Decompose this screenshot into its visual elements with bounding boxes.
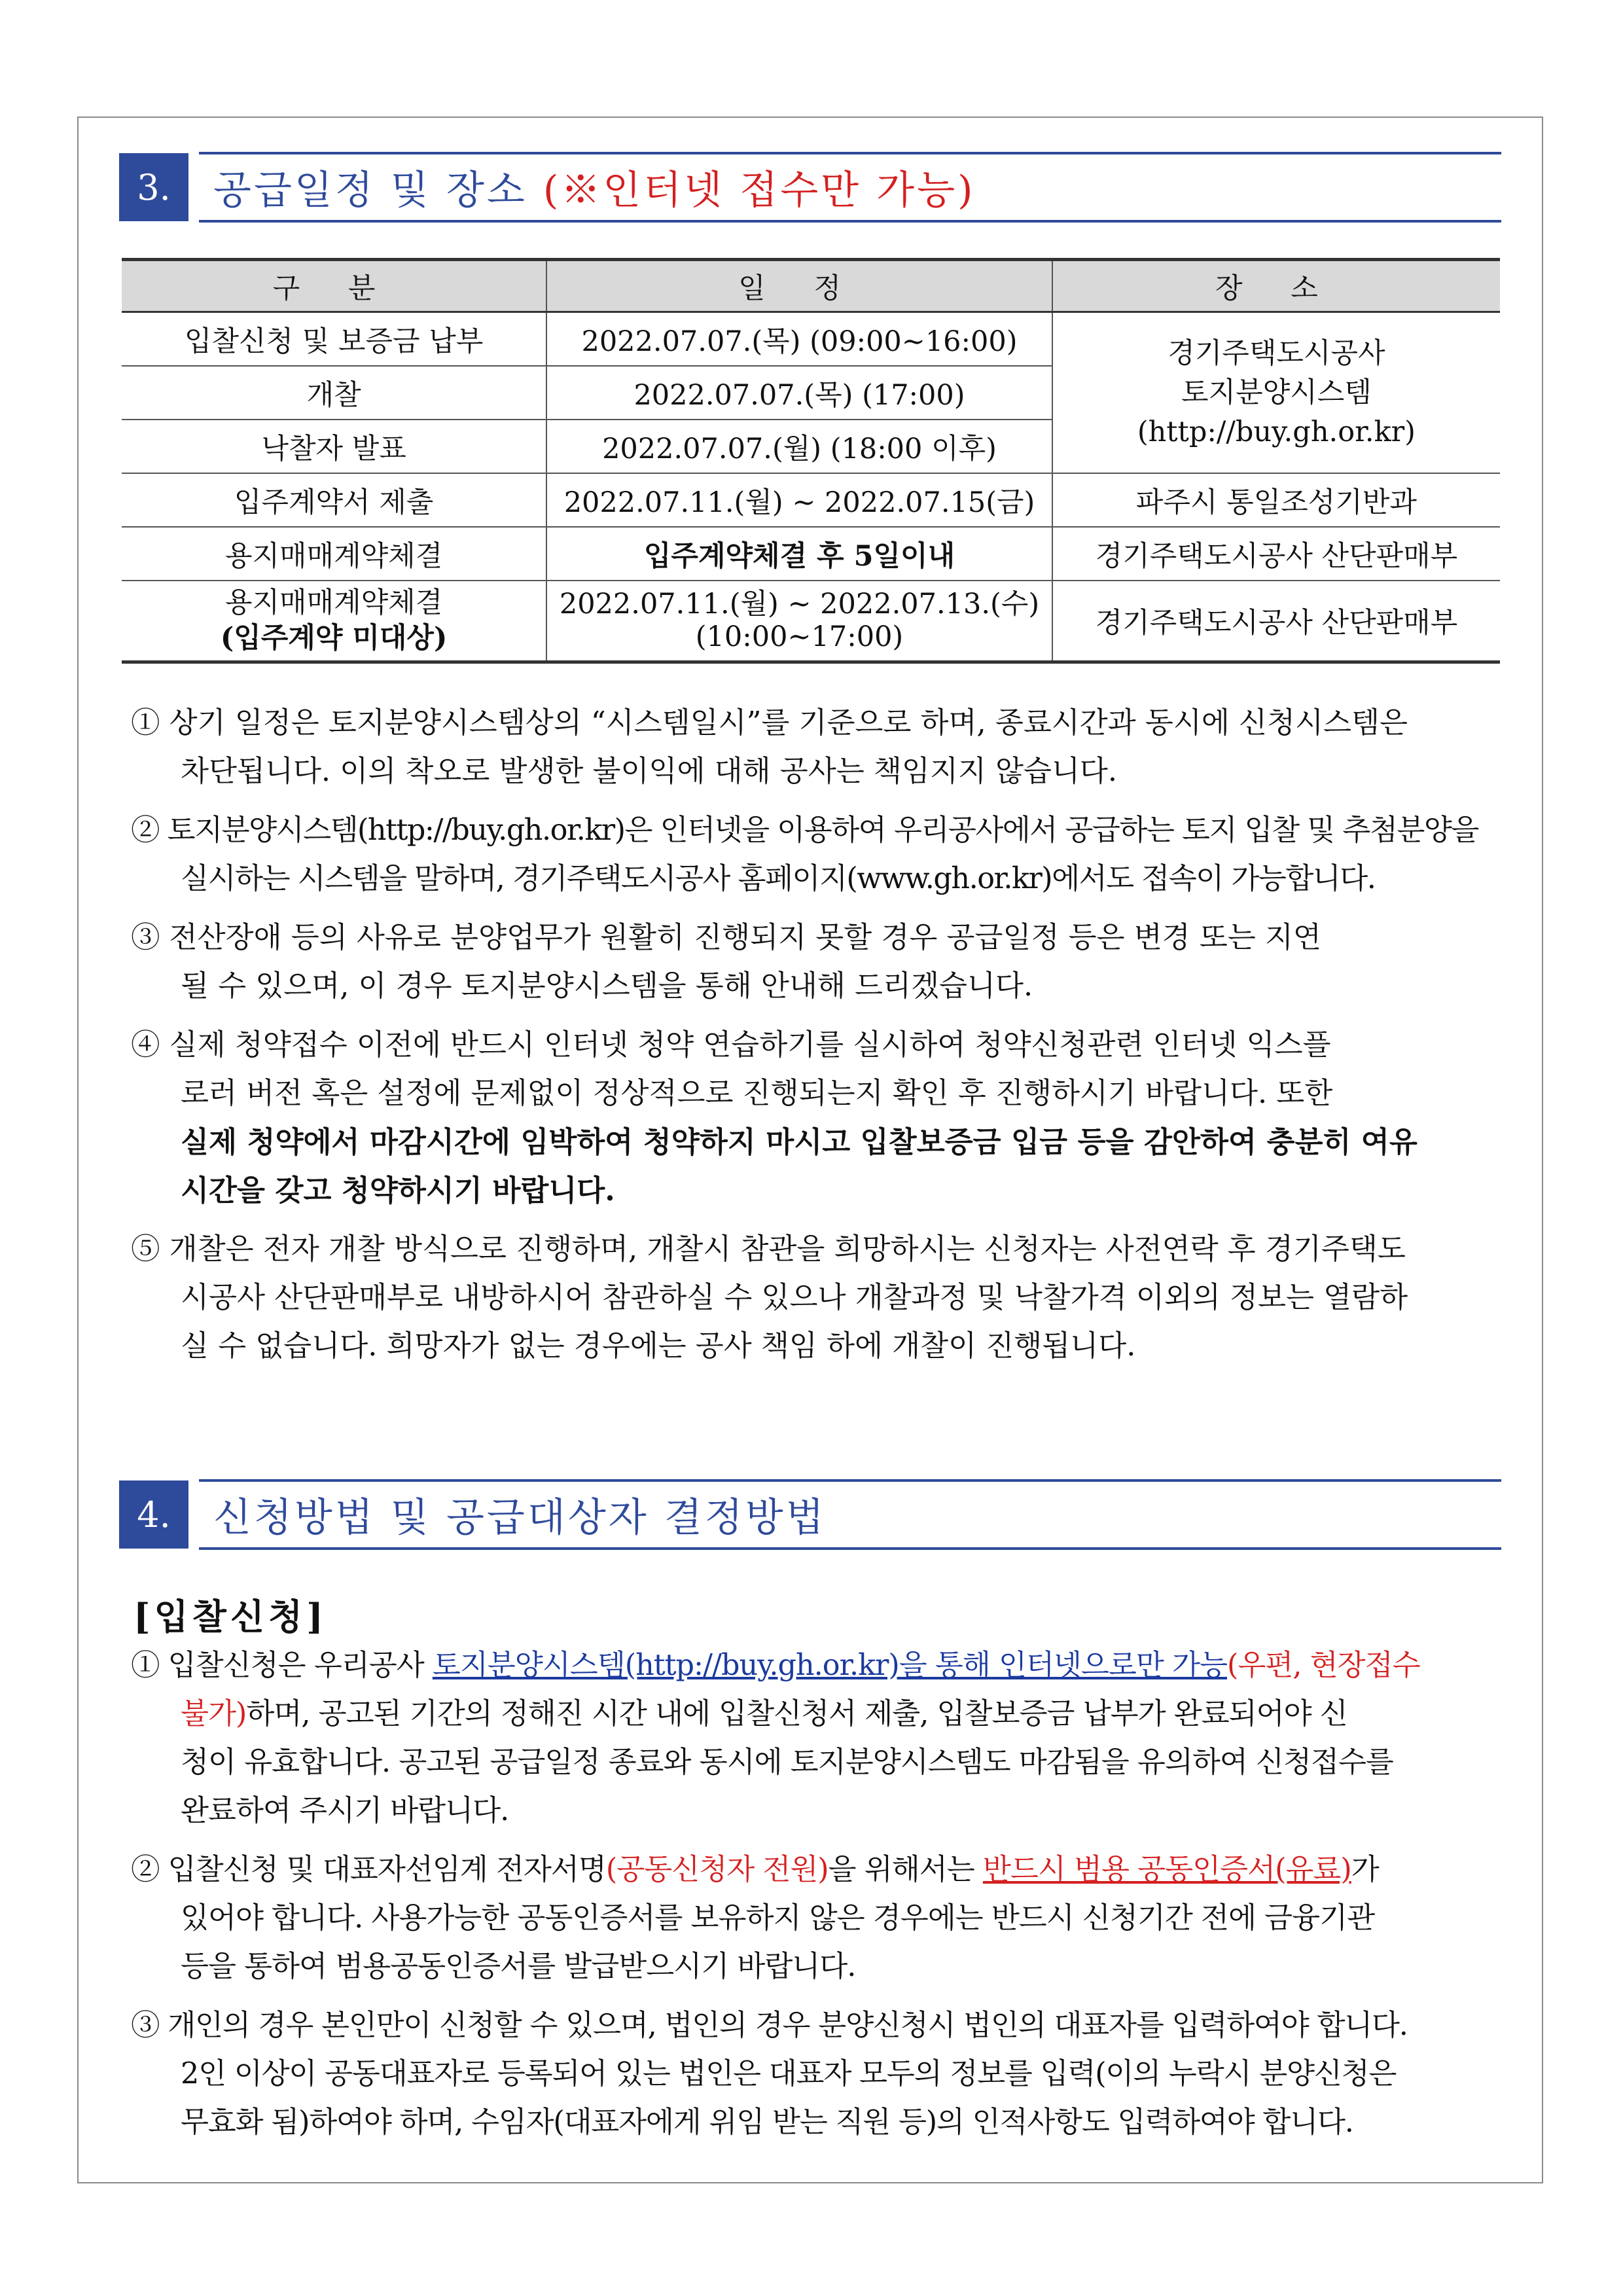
item-1-text: 하며, 공고된 기간의 정해진 시간 내에 입찰신청서 제출, 입찰보증금 납부가 완료되어야 신 [246,1697,1347,1731]
section-4-title-text: 신청방법 및 공급대상자 결정방법 [213,1495,827,1541]
item-line: 있어야 합니다. 사용가능한 공동인증서를 보유하지 않은 경우에는 반드시 신청기간 전에 금융기관 [181,1901,1375,1935]
cell-date-line: (10:00∼17:00) [695,620,904,654]
note-line: ④ 실제 청약접수 이전에 반드시 인터넷 청약 연습하기를 실시하여 청약신청관련 인터넷 익스플 [131,1028,1331,1062]
note-line: 시공사 산단판매부로 내방하시어 참관하실 수 있으나 개찰과정 및 낙찰가격 이외의 정보는 열람하 [181,1281,1408,1314]
note-line: ② 토지분양시스템(http://buy.gh.or.kr)은 인터넷을 이용하여 우리공사에서 공급하는 토지 입찰 및 추첨분양을 [131,814,1478,847]
col-header-category: 구 분 [122,260,546,312]
table-row [122,581,1500,662]
section-3-title-note: (※인터넷 접수만 가능) [543,168,976,213]
section-3-title-text: 공급일정 및 장소 [213,168,527,213]
section-4-number: 4. [119,1480,188,1549]
cell-item: 개찰 [122,366,546,420]
item-2-suffix: 가 [1351,1853,1379,1886]
note-line: 될 수 있으며, 이 경우 토지분양시스템을 통해 안내해 드리겠습니다. [181,969,1033,1003]
section-3-title [213,153,976,221]
item-line: 청이 유효합니다. 공고된 공급일정 종료와 동시에 토지분양시스템도 마감됨을 유의하여 신청접수를 [181,1746,1393,1779]
item-2-required-cert: 반드시 범용 공동인증서(유료) [982,1853,1351,1886]
table-row [122,527,1500,581]
cell-place: 파주시 통일조성기반과 [1052,473,1500,527]
item-line: 등을 통하여 범용공동인증서를 발급받으시기 바랍니다. [181,1950,856,1983]
note-2 [131,806,1501,903]
item-1-red-note: (우편, 현장접수 [1227,1649,1420,1682]
note-4 [131,1021,1501,1215]
cell-date: 입주계약체결 후 5일이내 [546,527,1052,581]
cell-item [122,581,546,662]
note-3 [131,914,1501,1011]
item-1 [131,1641,1501,1835]
cell-date: 2022.07.07.(월) (18:00 이후) [546,420,1052,473]
item-line: 2인 이상이 공동대표자로 등록되어 있는 법인은 대표자 모두의 정보를 입력(이의 누락시 분양신청은 [181,2057,1397,2090]
note-line: ⑤ 개찰은 전자 개찰 방식으로 진행하며, 개찰시 참관을 희망하시는 신청자는 사전연락 후 경기주택도 [131,1232,1406,1266]
cell-place: 경기주택도시공사 산단판매부 [1052,581,1500,662]
section-4-title [213,1480,827,1549]
section-4-header [119,1480,1501,1549]
note-1 [131,699,1501,796]
table-row [122,312,1500,367]
cell-date [546,581,1052,662]
cell-item-line: 용지매매계약체결 [224,586,443,620]
note-line: 차단됩니다. 이의 착오로 발생한 불이익에 대해 공사는 책임지지 않습니다. [181,755,1118,788]
cell-item: 입주계약서 제출 [122,473,546,527]
cell-date: 2022.07.11.(월) ~ 2022.07.15(금) [546,473,1052,527]
item-1-red-note-2: 불가) [181,1697,247,1731]
cell-item-line: (입주계약 미대상) [220,622,448,655]
item-2 [131,1846,1501,1991]
bid-system-link[interactable]: 토지분양시스템(http://buy.gh.or.kr)을 통해 인터넷으로만 가능 [432,1649,1228,1682]
item-2-prefix: ② 입찰신청 및 대표자선임계 전자서명 [131,1853,606,1886]
item-line: 완료하여 주시기 바랍니다. [181,1794,509,1827]
cell-item: 낙찰자 발표 [122,420,546,473]
item-line: 무효화 됨)하여야 하며, 수임자(대표자에게 위임 받는 직원 등)의 인적사항도 입력하여야 합니다. [181,2106,1353,2139]
cell-place: 경기주택도시공사 산단판매부 [1052,527,1500,581]
note-line: 로러 버전 혹은 설정에 문제없이 정상적으로 진행되는지 확인 후 진행하시기 바랍니다. 또한 [181,1077,1333,1110]
note-line: ③ 전산장애 등의 사유로 분양업무가 원활히 진행되지 못할 경우 공급일정 등은 변경 또는 지연 [131,921,1321,954]
table-row [122,473,1500,527]
cell-date: 2022.07.07.(목) (17:00) [546,366,1052,420]
subheading-bid-application: [입찰신청] [134,1596,327,1638]
note-line: 실제 청약에서 마감시간에 임박하여 청약하지 마시고 입찰보증금 입금 등을 감안하여 충분히 여유 [181,1125,1418,1159]
header-rule-bottom [199,1547,1501,1550]
section-3-header [119,153,1501,221]
schedule-table [122,258,1500,664]
col-header-date: 일 정 [546,260,1052,312]
item-line: ③ 개인의 경우 본인만이 신청할 수 있으며, 법인의 경우 분양신청시 법인의 대표자를 입력하여야 합니다. [131,2009,1408,2042]
cell-item: 용지매매계약체결 [122,527,546,581]
item-2-red-note: (공동신청자 전원) [605,1853,829,1886]
item-line [131,1846,1501,1894]
note-line: 시간을 갖고 청약하시기 바랍니다. [181,1174,615,1208]
section-3-number: 3. [119,153,188,221]
col-header-place: 장 소 [1052,260,1500,312]
table-header-row [122,260,1500,312]
note-line: 실 수 없습니다. 희망자가 없는 경우에는 공사 책임 하에 개찰이 진행됩니다. [181,1329,1136,1363]
place-line: 토지분양시스템 [1181,376,1372,409]
place-line: (http://buy.gh.or.kr) [1137,416,1416,448]
item-line [131,1690,1501,1738]
cell-place-merged [1052,312,1500,474]
item-1-prefix: ① 입찰신청은 우리공사 [131,1649,433,1682]
cell-date: 2022.07.07.(목) (09:00∼16:00) [546,312,1052,367]
cell-item: 입찰신청 및 보증금 납부 [122,312,546,367]
item-line [131,1641,1501,1690]
item-3 [131,2001,1501,2147]
cell-date-line: 2022.07.11.(월) ~ 2022.07.13.(수) [559,588,1040,621]
place-line: 경기주택도시공사 [1168,337,1385,370]
note-line: ① 상기 일정은 토지분양시스템상의 “시스템일시”를 기준으로 하며, 종료시간과 동시에 신청시스템은 [131,706,1408,740]
note-5 [131,1225,1501,1371]
item-2-mid: 을 위해서는 [828,1853,983,1886]
note-line: 실시하는 시스템을 말하며, 경기주택도시공사 홈페이지(www.gh.or.kr)에서도 접속이 가능합니다. [181,862,1376,895]
header-rule-bottom [199,220,1501,223]
